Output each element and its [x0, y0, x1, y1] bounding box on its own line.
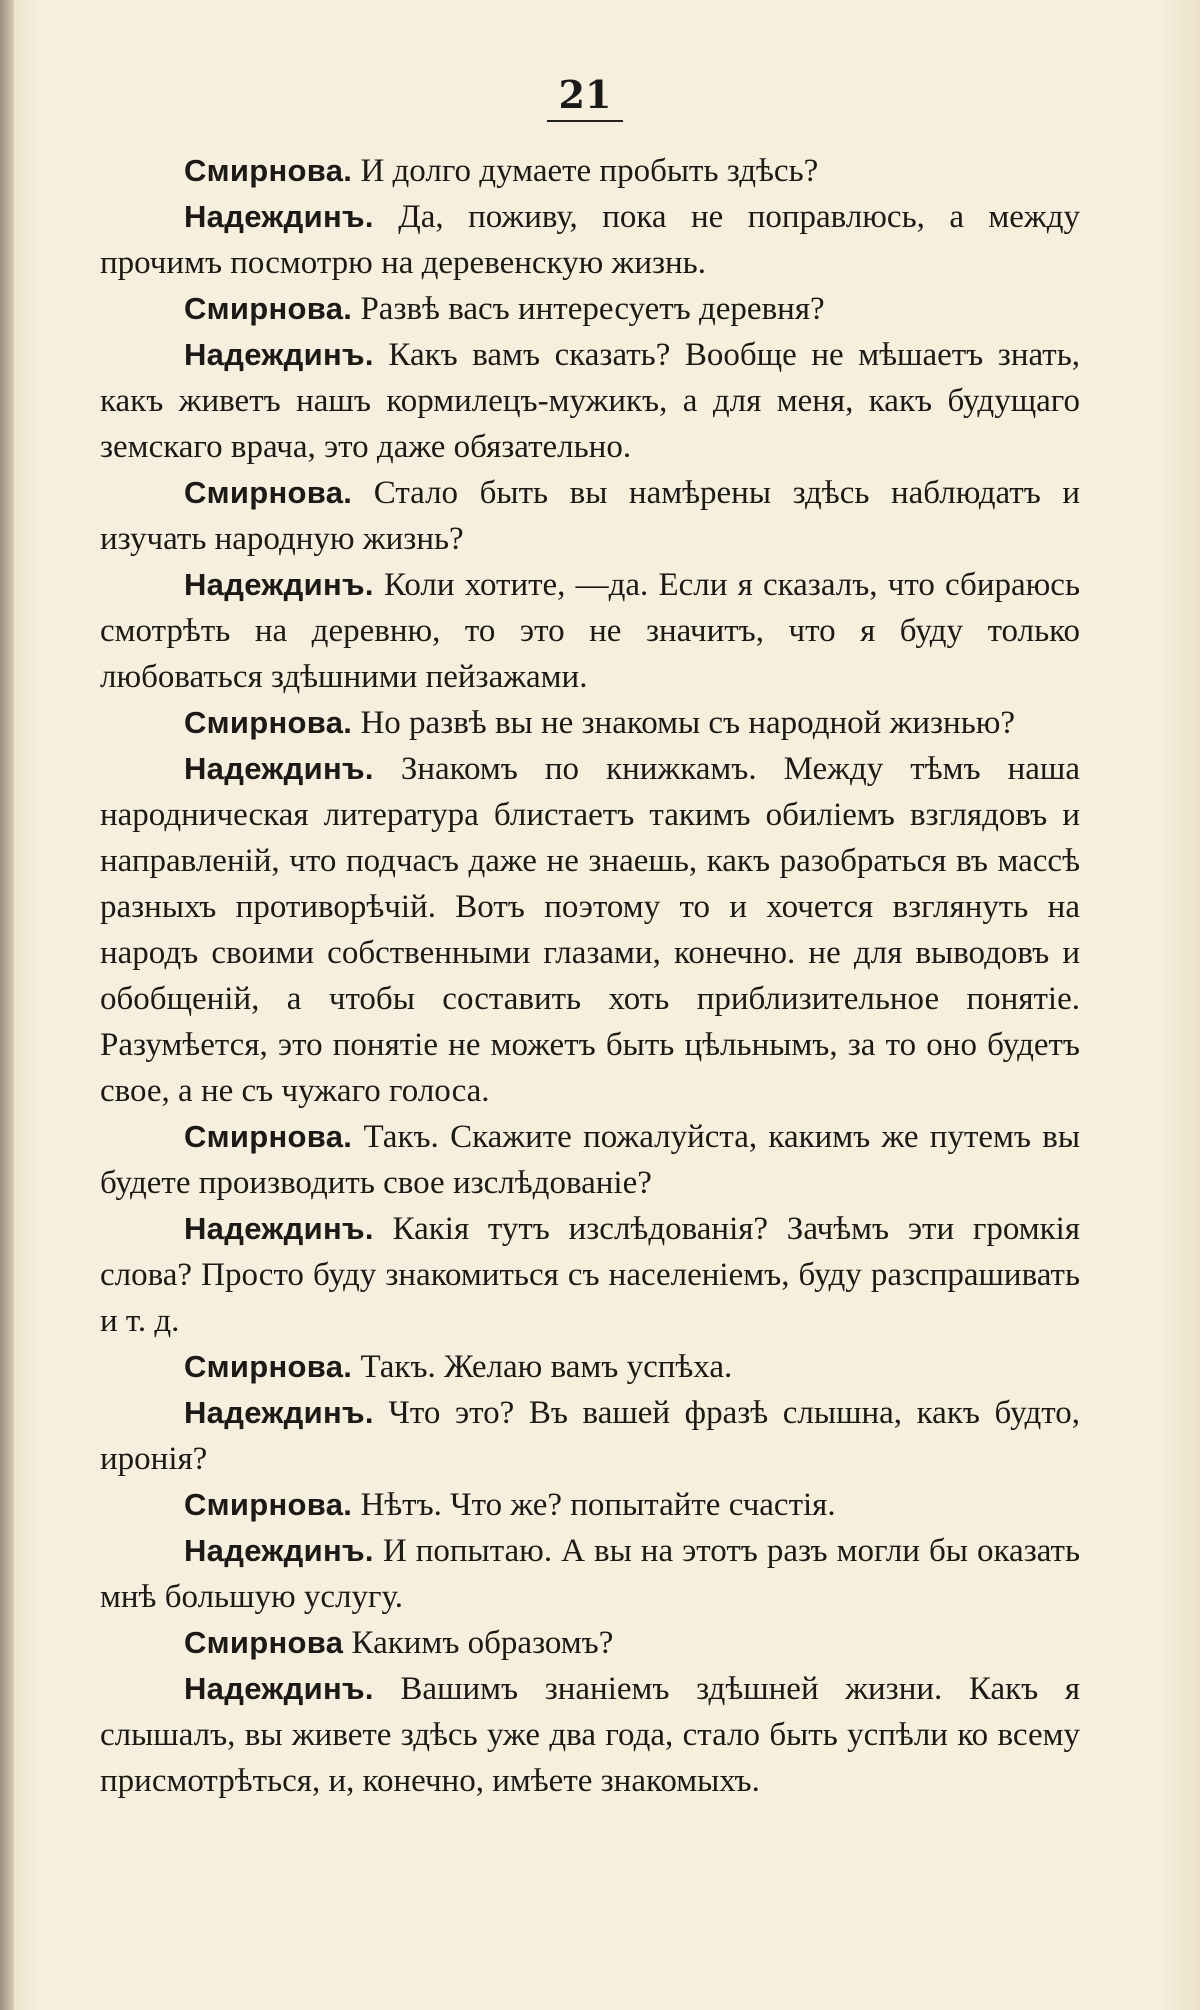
speaker-name: Смирнова.	[184, 705, 353, 740]
dialogue-line	[100, 332, 1080, 470]
speaker-name: Надеждинъ.	[184, 337, 374, 372]
speech-text: Нѣтъ. Что же? попытайте счастія.	[360, 1487, 836, 1523]
dialogue-line	[100, 1620, 1080, 1666]
speech-text: Такъ. Желаю вамъ успѣха.	[360, 1349, 733, 1385]
dialogue-line	[100, 1114, 1080, 1206]
speech-text: Коли хотите, —да. Если я сказалъ, что сбираюсь смотрѣть на деревню, то это не значитъ, что я буду только любоваться здѣшними пейзажами.	[100, 567, 1080, 695]
speaker-name: Смирнова.	[184, 153, 353, 188]
speech-text: Такъ. Скажите пожалуйста, какимъ же путемъ вы будете производить свое изслѣдованіе?	[100, 1119, 1080, 1201]
dialogue-line	[100, 746, 1080, 1114]
dialogue-line	[100, 194, 1080, 286]
speech-text: Какимъ образомъ?	[351, 1625, 614, 1661]
dialogue-line	[100, 148, 1080, 194]
dialogue-line	[100, 286, 1080, 332]
speaker-name: Надеждинъ.	[184, 1533, 374, 1568]
speech-text: Какія тутъ изслѣдованія? Зачѣмъ эти громкія слова? Просто буду знакомиться съ населеніемъ, буду разспрашивать и т. д.	[100, 1211, 1081, 1339]
dialogue-line	[100, 1390, 1080, 1482]
dialogue-text	[100, 148, 1080, 1804]
dialogue-line	[100, 1482, 1080, 1528]
speaker-name: Смирнова.	[184, 1349, 353, 1384]
speech-text: И попытаю. А вы на этотъ разъ могли бы оказать мнѣ большую услугу.	[100, 1533, 1080, 1615]
dialogue-line	[100, 1666, 1080, 1804]
speaker-name: Смирнова.	[184, 475, 353, 510]
speaker-name: Надеждинъ.	[184, 1395, 374, 1430]
speech-text: Но развѣ вы не знакомы съ народной жизнью?	[360, 705, 1016, 741]
speaker-name: Смирнова.	[184, 1487, 353, 1522]
speech-text: Что это? Въ вашей фразѣ слышна, какъ будто, иронія?	[100, 1395, 1081, 1477]
dialogue-line	[100, 1344, 1080, 1390]
speaker-name: Смирнова.	[184, 1119, 353, 1154]
speaker-name: Надеждинъ.	[184, 1211, 374, 1246]
dialogue-line	[100, 1206, 1080, 1344]
speech-text: Какъ вамъ сказать? Вообще не мѣшаетъ знать, какъ живетъ нашъ кормилецъ-мужикъ, а для меня, какъ будущаго земскаго врача, это даже обязательно.	[100, 337, 1081, 465]
dialogue-line	[100, 562, 1080, 700]
speech-text: И долго думаете пробыть здѣсь?	[360, 153, 819, 189]
speaker-name: Смирнова	[184, 1625, 344, 1660]
page-number: 21	[558, 72, 612, 117]
speaker-name: Смирнова.	[184, 291, 353, 326]
speaker-name: Надеждинъ.	[184, 567, 374, 602]
speaker-name: Надеждинъ.	[184, 1671, 374, 1706]
speech-text: Вашимъ знаніемъ здѣшней жизни. Какъ я слышалъ, вы живете здѣсь уже два года, стало быть успѣли ко всему присмотрѣться, и, конечно, имѣете знакомыхъ.	[100, 1671, 1081, 1799]
dialogue-line	[100, 700, 1080, 746]
speech-text: Стало быть вы намѣрены здѣсь наблюдатъ и изучать народную жизнь?	[100, 475, 1080, 557]
page-number-rule	[547, 120, 623, 122]
speaker-name: Надеждинъ.	[184, 751, 374, 786]
speech-text: Развѣ васъ интересуетъ деревня?	[360, 291, 825, 327]
page-binding-shadow	[0, 0, 14, 2010]
speaker-name: Надеждинъ.	[184, 199, 374, 234]
speech-text: Да, поживу, пока не поправлюсь, а между прочимъ посмотрю на деревенскую жизнь.	[100, 199, 1081, 281]
dialogue-line	[100, 1528, 1080, 1620]
speech-text: Знакомъ по книжкамъ. Между тѣмъ наша народническая литература блистаетъ такимъ обиліемъ взглядовъ и направленій, что подчасъ даже не знаешь, какъ разобраться въ массѣ разныхъ противорѣчій. Вотъ поэтому то и хочется взглянуть на народъ своими собственными глазами, конечно. не для выводовъ и обобщеній, а чтобы составить хоть приблизительное понятіе. Разумѣется, это понятіе не можетъ быть цѣльнымъ, за то оно будетъ свое, а не съ чужаго голоса.	[100, 751, 1080, 1109]
dialogue-line	[100, 470, 1080, 562]
